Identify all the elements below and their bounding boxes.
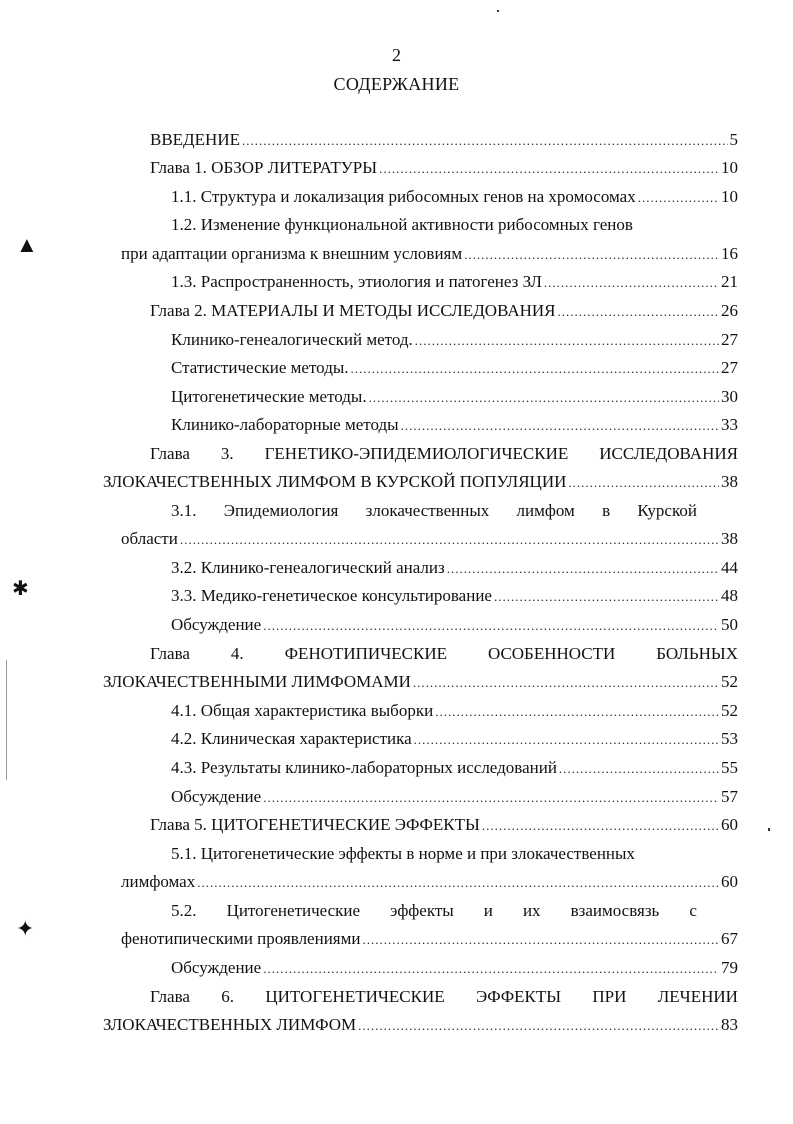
toc-entry xyxy=(121,242,738,266)
toc-entry-text: 5.1. Цитогенетические эффекты в норме и при злокачественных xyxy=(171,844,635,863)
toc-entry-text: Обсуждение xyxy=(171,787,262,806)
toc-entry xyxy=(171,785,738,809)
toc-entry-text: 1.2. Изменение функциональной активности рибосомных генов xyxy=(171,215,633,234)
dot-leader xyxy=(180,528,719,552)
dot-leader xyxy=(415,329,719,353)
toc-word: в xyxy=(602,501,611,520)
toc-entry-page: 44 xyxy=(721,558,738,577)
toc-entry-text: Глава 5. ЦИТОГЕНЕТИЧЕСКИЕ ЭФФЕКТЫ xyxy=(150,815,480,834)
toc-entry xyxy=(150,156,738,180)
toc-entry xyxy=(171,328,738,352)
dot-leader xyxy=(559,757,719,781)
toc-entry xyxy=(121,927,738,951)
toc-entry-page: 79 xyxy=(721,958,738,977)
dot-leader xyxy=(358,1014,719,1038)
toc-entry-text: 3.2. Клинико-генеалогический анализ xyxy=(171,558,445,577)
toc-word: ЭФФЕКТЫ xyxy=(475,987,562,1006)
toc-entry-page: 55 xyxy=(721,758,738,777)
toc-word: ЦИТОГЕНЕТИЧЕСКИЕ xyxy=(265,987,445,1006)
toc-word: БОЛЬНЫХ xyxy=(656,644,738,663)
toc-title: СОДЕРЖАНИЕ xyxy=(333,74,460,94)
toc-entry-page: 67 xyxy=(721,929,738,948)
toc-entry xyxy=(171,613,738,637)
toc-entry-page: 5 xyxy=(729,130,738,149)
toc-entry-text: ЗЛОКАЧЕСТВЕННЫХ ЛИМФОМ В КУРСКОЙ ПОПУЛЯЦИИ xyxy=(103,472,567,491)
dot-leader xyxy=(197,871,719,895)
toc-entry-page: 38 xyxy=(721,529,738,548)
toc-entry-page: 52 xyxy=(721,672,738,691)
toc-word: Глава xyxy=(150,444,190,463)
dot-leader xyxy=(435,700,719,724)
toc-entry-page: 26 xyxy=(721,301,738,320)
toc-word: лимфом xyxy=(516,501,575,520)
dot-leader xyxy=(369,386,719,410)
dot-leader xyxy=(494,585,719,609)
toc-entry xyxy=(150,813,738,837)
toc-word: взаимосвязь xyxy=(570,901,660,920)
toc-entry-text: 1.3. Распространенность, этиология и патогенез ЗЛ xyxy=(171,272,542,291)
toc-entry-text: Обсуждение xyxy=(171,615,262,634)
toc-word: и xyxy=(483,901,493,920)
scan-artifact-dot xyxy=(497,10,499,12)
toc-entry-text: 1.1. Структура и локализация рибосомных генов на хромосомах xyxy=(171,187,636,206)
toc-entry xyxy=(121,527,738,551)
toc-entry-text: 4.3. Результаты клинико-лабораторных исследований xyxy=(171,758,557,777)
toc-entry xyxy=(171,270,738,294)
toc-entry-text: фенотипическими проявлениями xyxy=(121,929,361,948)
toc-entry-text: лимфомах xyxy=(121,872,196,891)
toc-word: ОСОБЕННОСТИ xyxy=(487,644,616,663)
toc-entry-text: ЗЛОКАЧЕСТВЕННЫМИ ЛИМФОМАМИ xyxy=(103,672,411,691)
toc-word: с xyxy=(689,901,697,920)
toc-entry xyxy=(171,185,738,209)
toc-entry-text: Клинико-генеалогический метод. xyxy=(171,330,413,349)
dot-leader xyxy=(638,186,719,210)
page-number: 2 xyxy=(392,45,401,65)
dot-leader xyxy=(362,928,719,952)
toc-entry-page: 10 xyxy=(721,158,738,177)
toc-word: 3. xyxy=(220,444,234,463)
toc-entry xyxy=(150,642,738,666)
toc-entry xyxy=(171,842,635,866)
toc-entry xyxy=(103,670,738,694)
toc-entry-page: 60 xyxy=(721,872,738,891)
toc-entry-page: 33 xyxy=(721,415,738,434)
toc-word: Курской xyxy=(637,501,697,520)
toc-entry-text: ЗЛОКАЧЕСТВЕННЫХ ЛИМФОМ xyxy=(103,1015,357,1034)
toc-word: ИССЛЕДОВАНИЯ xyxy=(599,444,738,463)
toc-word: ГЕНЕТИКО-ЭПИДЕМИОЛОГИЧЕСКИЕ xyxy=(264,444,569,463)
toc-word: ПРИ xyxy=(592,987,627,1006)
toc-entry xyxy=(150,299,738,323)
toc-entry xyxy=(103,470,738,494)
toc-entry-text: 4.1. Общая характеристика выборки xyxy=(171,701,434,720)
toc-word: 4. xyxy=(230,644,244,663)
scan-artifact-mark: ▲ xyxy=(16,232,38,257)
toc-word: Эпидемиология xyxy=(223,501,339,520)
scan-artifact-line xyxy=(6,660,7,780)
toc-word: Цитогенетические xyxy=(226,901,361,920)
toc-entry-page: 57 xyxy=(721,787,738,806)
dot-leader xyxy=(414,728,719,752)
dot-leader xyxy=(413,671,719,695)
toc-entry-text: области xyxy=(121,529,178,548)
toc-entry-text: Обсуждение xyxy=(171,958,262,977)
dot-leader xyxy=(544,271,719,295)
toc-entry xyxy=(171,756,738,780)
toc-entry xyxy=(171,499,697,523)
dot-leader xyxy=(351,357,719,381)
toc-entry xyxy=(171,956,738,980)
toc-entry-text: Глава 2. МАТЕРИАЛЫ И МЕТОДЫ ИССЛЕДОВАНИЯ xyxy=(150,301,556,320)
dot-leader xyxy=(401,414,719,438)
toc-entry-text: Глава 1. ОБЗОР ЛИТЕРАТУРЫ xyxy=(150,158,378,177)
toc-entry xyxy=(171,727,738,751)
toc-entry xyxy=(171,213,633,237)
toc-word: 3.1. xyxy=(171,501,197,520)
toc-entry-page: 83 xyxy=(721,1015,738,1034)
toc-entry xyxy=(103,1013,738,1037)
toc-entry-page: 38 xyxy=(721,472,738,491)
toc-entry xyxy=(171,556,738,580)
toc-entry xyxy=(171,899,697,923)
toc-entry-text: 3.3. Медико-генетическое консультирование xyxy=(171,586,492,605)
dot-leader xyxy=(379,157,719,181)
toc-entry-text: Статистические методы. xyxy=(171,358,349,377)
toc-entry xyxy=(171,385,738,409)
toc-entry-page: 52 xyxy=(721,701,738,720)
toc-word: их xyxy=(522,901,541,920)
toc-entry-page: 53 xyxy=(721,729,738,748)
dot-leader xyxy=(447,557,719,581)
toc-word: злокачественных xyxy=(365,501,490,520)
toc-entry-text: 4.2. Клиническая характеристика xyxy=(171,729,412,748)
toc-word: ФЕНОТИПИЧЕСКИЕ xyxy=(284,644,447,663)
dot-leader xyxy=(242,129,728,153)
toc-entry xyxy=(171,699,738,723)
toc-entry-text: Клинико-лабораторные методы xyxy=(171,415,399,434)
toc-entry xyxy=(171,584,738,608)
toc-entry xyxy=(171,356,738,380)
toc-entry xyxy=(150,128,738,152)
toc-entry-page: 48 xyxy=(721,586,738,605)
toc-entry-page: 50 xyxy=(721,615,738,634)
dot-leader xyxy=(568,471,719,495)
toc-entry-page: 21 xyxy=(721,272,738,291)
scan-artifact-mark: ✦ xyxy=(16,916,35,941)
toc-entry xyxy=(121,870,738,894)
toc-word: 6. xyxy=(221,987,235,1006)
toc-entry-page: 27 xyxy=(721,330,738,349)
dot-leader xyxy=(263,614,719,638)
toc-entry-page: 10 xyxy=(721,187,738,206)
toc-entry xyxy=(150,442,738,466)
toc-entry xyxy=(150,985,738,1009)
toc-entry-text: Цитогенетические методы. xyxy=(171,387,367,406)
scan-artifact-mark: ✱ xyxy=(12,578,29,600)
toc-entry-page: 60 xyxy=(721,815,738,834)
dot-leader xyxy=(482,814,719,838)
scan-artifact-dot xyxy=(768,828,770,831)
toc-word: эффекты xyxy=(390,901,454,920)
dot-leader xyxy=(263,957,719,981)
toc-word: ЛЕЧЕНИИ xyxy=(657,987,738,1006)
toc-word: Глава xyxy=(150,644,190,663)
toc-word: Глава xyxy=(150,987,190,1006)
toc-word: 5.2. xyxy=(171,901,197,920)
toc-entry-page: 30 xyxy=(721,387,738,406)
toc-entry-text: при адаптации организма к внешним условиям xyxy=(121,244,463,263)
dot-leader xyxy=(558,300,719,324)
dot-leader xyxy=(464,243,719,267)
dot-leader xyxy=(263,786,719,810)
toc-entry-page: 27 xyxy=(721,358,738,377)
toc-entry xyxy=(171,413,738,437)
toc-entry-page: 16 xyxy=(721,244,738,263)
toc-entry-text: ВВЕДЕНИЕ xyxy=(150,130,240,149)
